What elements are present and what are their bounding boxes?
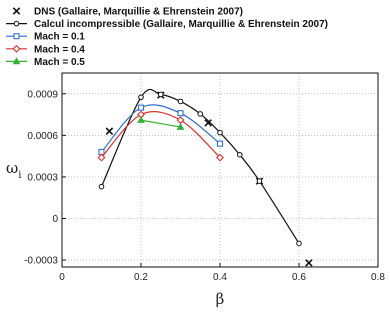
y-tick-label-0: -0.0003 <box>24 255 58 267</box>
x-axis-label: β <box>215 290 225 308</box>
legend-marker-1 <box>14 21 19 26</box>
data-point-1-6 <box>237 152 242 157</box>
legend-item-4 <box>6 57 85 68</box>
series-1 <box>99 89 301 245</box>
legend-label-2: Mach = 0.1 <box>34 31 85 43</box>
x-tick-label-4: 0.8 <box>371 272 385 283</box>
legend <box>6 7 328 68</box>
data-point-3-2 <box>177 117 183 123</box>
legend-label-1: Calcul incompressible (Gallaire, Marquillie & Ehrenstein 2007) <box>34 19 328 31</box>
legend-label-0: DNS (Gallaire, Marquillie & Ehrenstein 2007) <box>34 6 243 18</box>
y-axis-label: $\omega_i$ <box>6 159 22 181</box>
grid-lines <box>62 73 378 267</box>
y-tick-label-4: 0.0009 <box>27 89 58 101</box>
data-point-2-3 <box>218 141 223 146</box>
data-point-1-4 <box>198 112 203 117</box>
data-point-0-4 <box>306 260 312 266</box>
x-tick-label-3: 0.6 <box>292 272 306 283</box>
y-tick-label-1: 0 <box>52 214 58 225</box>
legend-label-4: Mach = 0.5 <box>34 56 85 68</box>
x-tick-label-0: 0 <box>59 272 65 283</box>
series-0 <box>106 92 312 266</box>
plot-area <box>98 89 312 266</box>
x-tick-label-2: 0.4 <box>213 272 227 283</box>
series-3 <box>98 111 223 160</box>
data-point-1-8 <box>297 241 302 246</box>
data-point-1-0 <box>99 184 104 189</box>
data-point-1-3 <box>178 99 183 104</box>
legend-label-3: Mach = 0.4 <box>34 44 85 56</box>
data-point-1-7 <box>257 179 262 184</box>
series-line-4 <box>141 120 181 127</box>
legend-marker-3 <box>13 46 19 52</box>
data-point-1-2 <box>158 92 163 97</box>
series-line-3 <box>102 112 221 158</box>
data-point-0-0 <box>106 128 112 134</box>
data-point-1-5 <box>218 130 223 135</box>
data-point-2-1 <box>139 105 144 110</box>
legend-item-3 <box>6 44 85 55</box>
y-tick-label-2: 0.0003 <box>27 172 58 184</box>
legend-item-0 <box>13 7 243 18</box>
y-axis-label-subscript: i <box>18 170 22 181</box>
data-point-4-0 <box>138 117 144 123</box>
legend-item-2 <box>6 32 85 43</box>
legend-marker-0 <box>13 8 19 14</box>
y-tick-label-3: 0.0006 <box>27 130 58 142</box>
legend-item-1 <box>6 19 328 30</box>
axes <box>6 73 385 308</box>
x-tick-label-1: 0.2 <box>134 272 148 283</box>
data-point-2-2 <box>178 111 183 116</box>
data-point-1-1 <box>139 95 144 100</box>
legend-marker-2 <box>14 34 19 39</box>
